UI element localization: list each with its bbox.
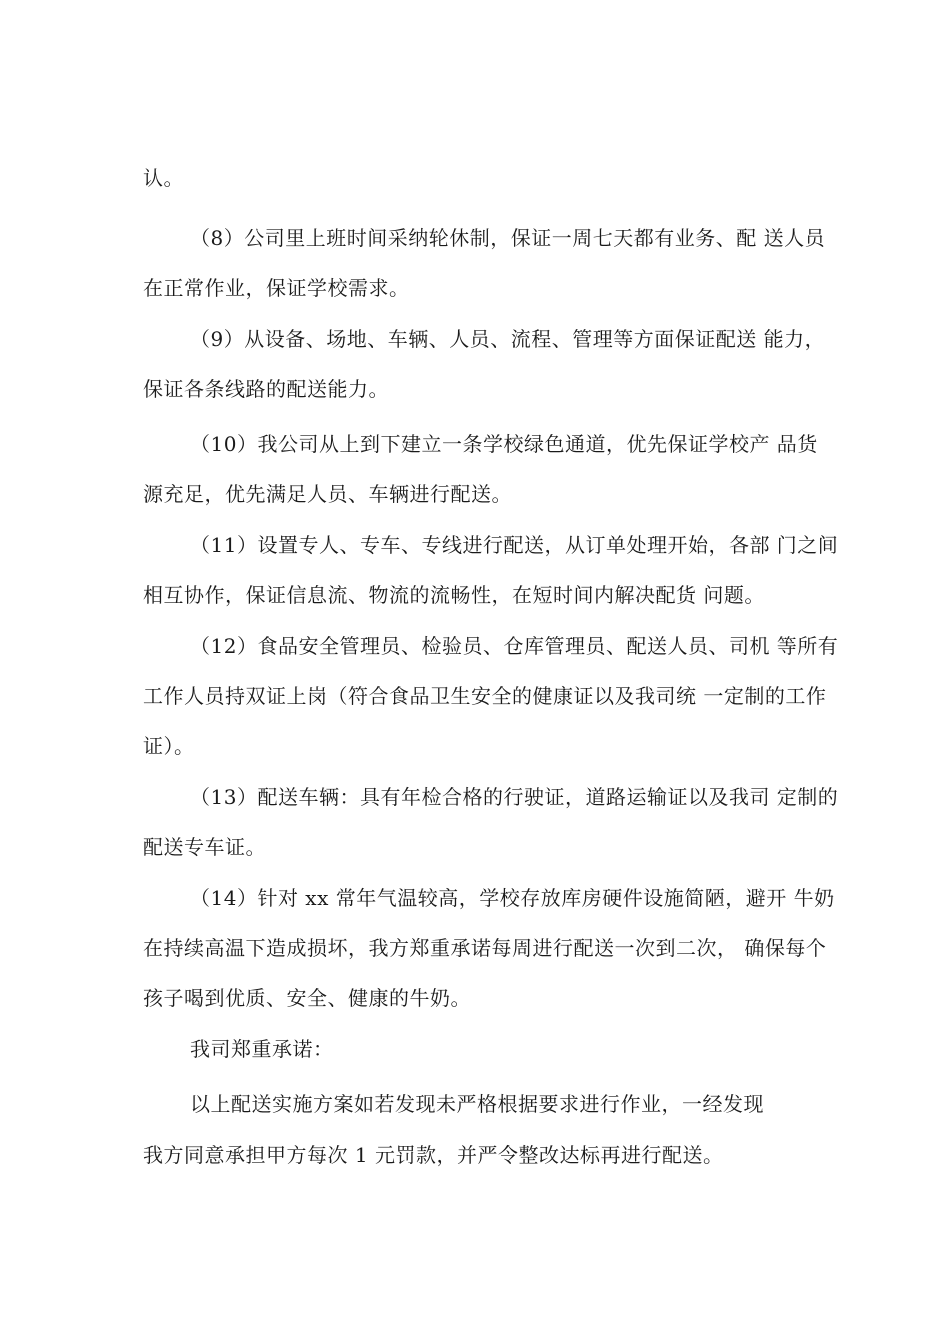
paragraph-14-line-2: 在持续高温下造成损坏，我方郑重承诺每周进行配送一次到二次， 确保每个 <box>143 936 827 960</box>
paragraph-13-line-1: （13）配送车辆：具有年检合格的行驶证，道路运输证以及我司 定制的 <box>190 785 839 809</box>
paragraph-13-line-2: 配送专车证。 <box>143 835 266 859</box>
text-line: 认。 <box>143 166 184 190</box>
paragraph-9-line-1: （9）从设备、场地、车辆、人员、流程、管理等方面保证配送 能力， <box>190 327 826 351</box>
commitment-heading: 我司郑重承诺： <box>190 1037 334 1061</box>
paragraph-10-line-1: （10）我公司从上到下建立一条学校绿色通道，优先保证学校产 品货 <box>190 432 818 456</box>
paragraph-12-line-3: 证）。 <box>143 734 195 758</box>
commitment-line-1: 以上配送实施方案如若发现未严格根据要求进行作业，一经发现 <box>190 1092 764 1116</box>
paragraph-9-line-2: 保证各条线路的配送能力。 <box>143 377 389 401</box>
paragraph-10-line-2: 源充足，优先满足人员、车辆进行配送。 <box>143 482 512 506</box>
paragraph-8-line-2: 在正常作业，保证学校需求。 <box>143 276 410 300</box>
commitment-line-2: 我方同意承担甲方每次 1 元罚款，并严令整改达标再进行配送。 <box>143 1143 724 1167</box>
paragraph-11-line-1: （11）设置专人、专车、专线进行配送，从订单处理开始，各部 门之间 <box>190 533 839 557</box>
paragraph-8-line-1: （8）公司里上班时间采纳轮休制，保证一周七天都有业务、配 送人员 <box>190 226 826 250</box>
paragraph-14-line-3: 孩子喝到优质、安全、健康的牛奶。 <box>143 986 471 1010</box>
paragraph-12-line-2: 工作人员持双证上岗（符合食品卫生安全的健康证以及我司统 一定制的工作 <box>143 684 827 708</box>
paragraph-11-line-2: 相互协作，保证信息流、物流的流畅性，在短时间内解决配货 问题。 <box>143 583 765 607</box>
paragraph-12-line-1: （12）食品安全管理员、检验员、仓库管理员、配送人员、司机 等所有 <box>190 634 839 658</box>
paragraph-14-line-1: （14）针对 xx 常年气温较高，学校存放库房硬件设施简陋，避开 牛奶 <box>190 886 835 910</box>
